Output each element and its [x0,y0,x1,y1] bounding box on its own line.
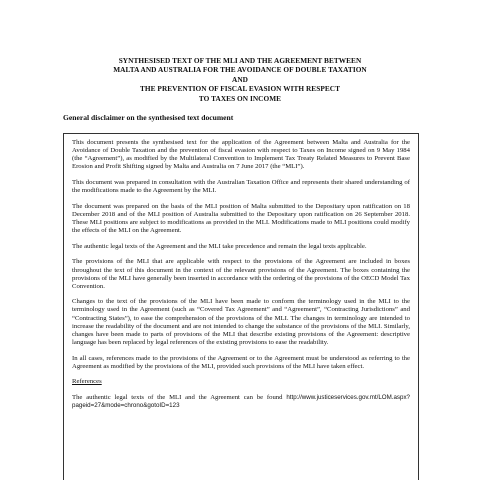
references-paragraph [72,394,410,410]
disclaimer-paragraph-2: This document was prepared in consultation with the Australian Taxation Office and represents their shared understanding of the modifications made to the Agreement by the MLI. [72,178,410,195]
disclaimer-paragraph-6: Changes to the text of the provisions of the MLI have been made to conform the terminology used in the MLI to the terminology used in the Agreement (such as “Covered Tax Agreement” and “Agreement”, “Contracting Jurisdictions” and “Contracting States”), to ease the comprehension of the provisions of the MLI. The changes in terminology are intended to increase the readability of the document and are not intended to change the substance of the provisions of the MLI. Similarly, changes have been made to parts of provisions of the MLI that describe existing provisions of the Agreement: descriptive language has been replaced by legal references of the existing provisions to ease the readability. [72,298,410,346]
disclaimer-heading: General disclaimer on the synthesised text document [63,113,234,122]
disclaimer-text [72,139,410,418]
disclaimer-paragraph-7: In all cases, references made to the provisions of the Agreement or to the Agreement must be understood as referring to the Agreement as modified by the provisions of the MLI, provided such provisions of the MLI have taken effect. [72,354,410,370]
title-line-2: MALTA AND AUSTRALIA FOR THE AVOIDANCE OF DOUBLE TAXATION [113,65,367,75]
title-line-5: TO TAXES ON INCOME [198,93,282,103]
disclaimer-paragraph-1: This document presents the synthesised text for the application of the Agreement between Malta and Australia for the Avoidance of Double Taxation and the prevention of fiscal evasion with respect to Taxes on Income signed on 9 May 1984 (the “Agreement”), as modified by the Multilateral Convention to Implement Tax Treaty Related Measures to Prevent Base Erosion and Profit Shifting signed by Malta and Australia on 7 June 2017 (the “MLI”). [72,139,410,171]
title-line-1: SYNTHESISED TEXT OF THE MLI AND THE AGREEMENT BETWEEN [118,56,362,65]
references-text: The authentic legal texts of the MLI and the Agreement can be found [72,394,283,401]
disclaimer-paragraph-4: The authentic legal texts of the Agreement and the MLI take precedence and remain the legal texts applicable. [72,242,367,250]
document-title [40,56,440,103]
title-line-3: AND [232,74,248,84]
disclaimer-paragraph-5: The provisions of the MLI that are applicable with respect to the provisions of the Agreement are included in boxes throughout the text of this document in the context of the relevant provisions of the Agreement. The boxes containing the provisions of the MLI have generally been inserted in accordance with the ordering of the provisions of the OECD Model Tax Convention. [72,258,410,290]
disclaimer-paragraph-3: The document was prepared on the basis of the MLI position of Malta submitted to the Depositary upon ratification on 18 December 2018 and of the MLI position of Australia submitted to the Depositary upon ratification on 26 September 2018. These MLI positions are subject to modifications as provided in the MLI. Modifications made to MLI positions could modify the effects of the MLI on the Agreement. [72,202,410,235]
references-link[interactable]: http://www.justiceservices.gov.mt/LOM.aspx?pageid=27&mode=chrono&gotoID=123 [72,394,410,410]
references-heading: References [72,378,102,386]
title-line-4: THE PREVENTION OF FISCAL EVASION WITH RESPECT [140,84,340,94]
